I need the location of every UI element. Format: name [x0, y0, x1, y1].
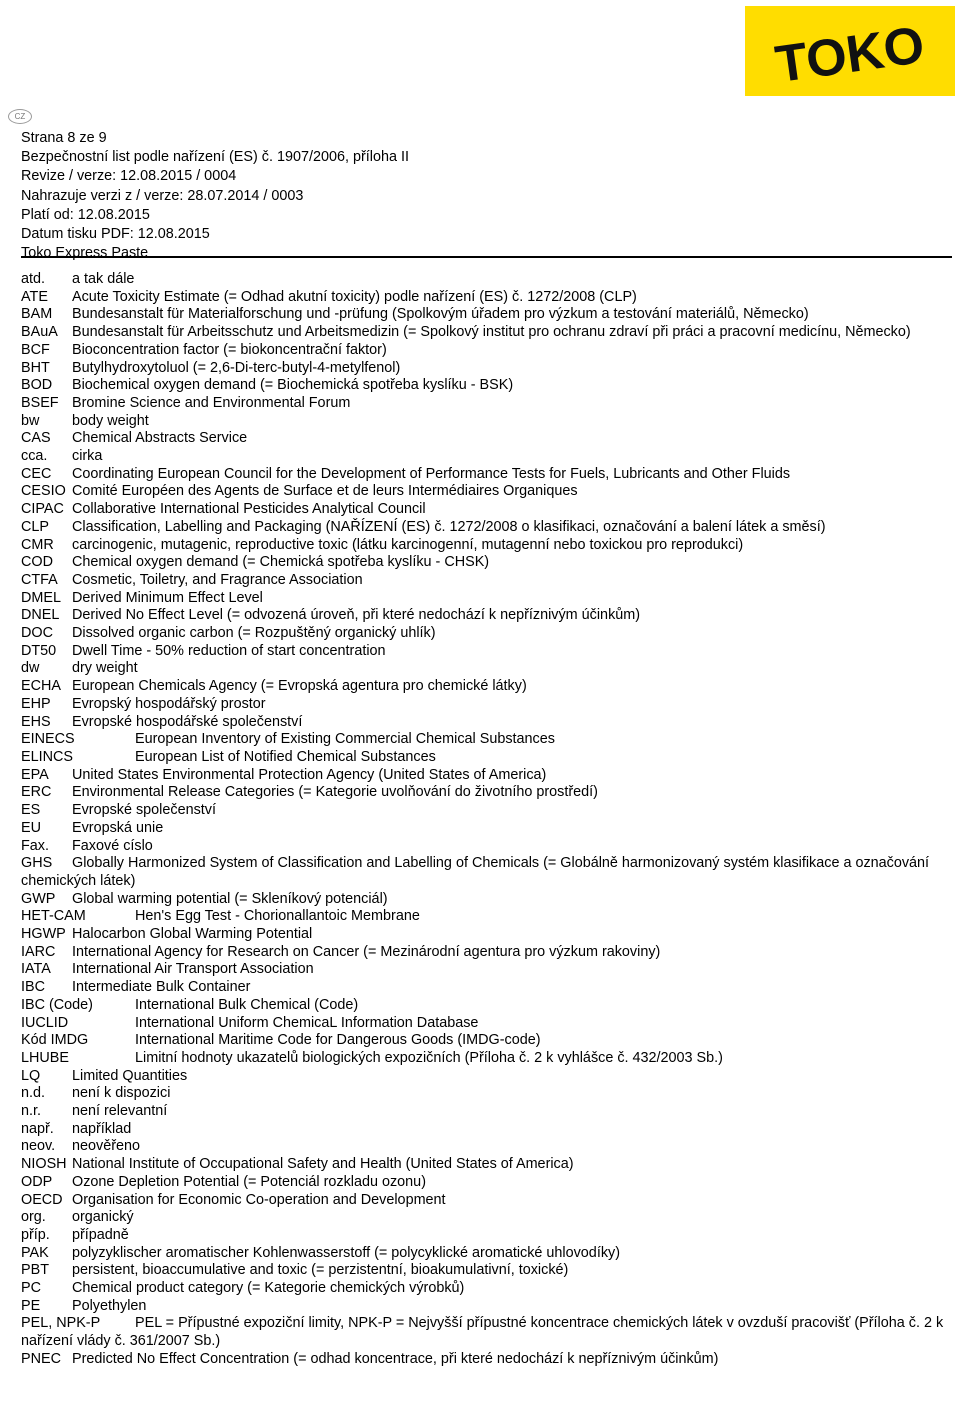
- page-number: Strana 8 ze 9: [21, 130, 107, 146]
- abbreviation-entry: [21, 1315, 953, 1350]
- abbreviation-definition: Globally Harmonized System of Classification and Labelling of Chemicals (= Globálně harmonizovaný systém klasifikace a označování chemických látek): [21, 855, 930, 889]
- abbreviation-term: BCF: [21, 341, 50, 358]
- toko-logo-mark: [745, 6, 955, 96]
- abbreviation-term: BAM: [21, 306, 53, 323]
- abbreviation-definition: Butylhydroxytoluol (= 2,6-Di-terc-butyl-4-metylfenol): [72, 359, 401, 376]
- abbreviation-definition: není k dispozici: [72, 1085, 171, 1102]
- language-badge: CZ: [8, 109, 32, 124]
- abbreviation-term: CMR: [21, 536, 54, 553]
- abbreviation-term: IATA: [21, 961, 51, 978]
- logo-text: TOKO: [771, 15, 928, 95]
- abbreviation-entry: [21, 944, 953, 962]
- abbreviation-entry: [21, 891, 953, 909]
- abbreviation-definition: Polyethylen: [72, 1297, 147, 1314]
- abbreviation-entry: [21, 1068, 953, 1086]
- abbreviation-term: PC: [21, 1280, 41, 1297]
- abbreviation-term: IBC: [21, 979, 45, 996]
- abbreviation-term: BSEF: [21, 394, 59, 411]
- abbreviation-term: DT50: [21, 642, 57, 659]
- abbreviation-entry: [21, 855, 953, 890]
- abbreviation-definition: neověřeno: [72, 1138, 141, 1155]
- abbreviation-term: ELINCS: [21, 748, 73, 765]
- abbreviation-entry: [21, 377, 953, 395]
- abbreviation-term: neov.: [21, 1138, 56, 1155]
- abbreviation-entry: [21, 979, 953, 997]
- abbreviation-entry: [21, 696, 953, 714]
- abbreviation-definition: Hen's Egg Test - Chorionallantoic Membrane: [135, 908, 420, 925]
- abbreviation-definition: Acute Toxicity Estimate (= Odhad akutní toxicity) podle nařízení (ES) č. 1272/2008 (CLP): [72, 288, 637, 305]
- abbreviation-definition: Halocarbon Global Warming Potential: [72, 926, 313, 943]
- abbreviation-definition: Ozone Depletion Potential (= Potenciál rozkladu ozonu): [72, 1173, 426, 1190]
- abbreviation-entry: [21, 625, 953, 643]
- abbreviation-entry: [21, 501, 953, 519]
- abbreviation-term: CTFA: [21, 571, 58, 588]
- abbreviation-entry: [21, 820, 953, 838]
- abbreviation-term: ECHA: [21, 678, 61, 695]
- abbreviation-definition: Bioconcentration factor (= biokoncentrační faktor): [72, 341, 387, 358]
- abbreviation-entry: [21, 360, 953, 378]
- abbreviation-definition: PEL = Přípustné expoziční limity, NPK-P = Nejvyšší přípustné koncentrace chemických látek v ovzduší pracovišť (Příloha č. 2 k nařízení vlády č. 361/2007 Sb.): [21, 1315, 944, 1350]
- abbreviation-definition: a tak dále: [72, 271, 135, 287]
- abbreviation-entry: [21, 413, 953, 431]
- abbreviation-entry: [21, 483, 953, 501]
- abbreviation-definition: European Inventory of Existing Commercial Chemical Substances: [135, 731, 555, 748]
- abbreviation-entry: [21, 714, 953, 732]
- abbreviation-entry: [21, 643, 953, 661]
- abbreviation-entry: [21, 607, 953, 625]
- abbreviation-term: GHS: [21, 855, 53, 872]
- abbreviation-entry: [21, 395, 953, 413]
- abbreviation-entry: [21, 1227, 953, 1245]
- abbreviation-entry: [21, 590, 953, 608]
- abbreviation-definition: Collaborative International Pesticides Analytical Council: [72, 501, 426, 518]
- abbreviation-term: příp.: [21, 1226, 50, 1243]
- abbreviation-definition: Biochemical oxygen demand (= Biochemická spotřeba kyslíku - BSK): [72, 377, 514, 394]
- abbreviation-definition: body weight: [72, 412, 149, 429]
- abbreviation-term: CLP: [21, 518, 49, 535]
- abbreviation-term: PE: [21, 1297, 41, 1314]
- valid-from-line: Platí od: 12.08.2015: [21, 206, 150, 223]
- abbreviation-definition: Organisation for Economic Co-operation and Development: [72, 1191, 446, 1208]
- abbreviation-term: Kód IMDG: [21, 1032, 89, 1049]
- abbreviation-definition: International Maritime Code for Dangerous Goods (IMDG-code): [135, 1032, 541, 1049]
- abbreviation-definition: Predicted No Effect Concentration (= odhad koncentrace, při které nedochází k nepříznivým účinkům): [72, 1350, 719, 1367]
- abbreviation-definition: Limitní hodnoty ukazatelů biologických expozičních (Příloha č. 2 k vyhlášce č. 432/2003 Sb.): [135, 1049, 723, 1066]
- abbreviation-entry: [21, 767, 953, 785]
- toko-logo: [745, 6, 955, 96]
- abbreviation-definition: European List of Notified Chemical Substances: [135, 748, 436, 765]
- abbreviation-entry: [21, 1032, 953, 1050]
- abbreviation-entry: [21, 926, 953, 944]
- abbreviation-term: EINECS: [21, 731, 75, 748]
- abbreviation-term: IARC: [21, 943, 56, 960]
- abbreviation-term: ES: [21, 802, 41, 819]
- abbreviation-entry: [21, 802, 953, 820]
- abbreviation-entry: [21, 448, 953, 466]
- abbreviation-entry: [21, 1015, 953, 1033]
- abbreviation-entry: [21, 678, 953, 696]
- abbreviation-term: CESIO: [21, 483, 66, 500]
- abbreviation-entry: [21, 1121, 953, 1139]
- abbreviation-definition: Cosmetic, Toiletry, and Fragrance Association: [72, 571, 363, 588]
- abbreviation-term: EU: [21, 819, 41, 836]
- abbreviation-entry: [21, 324, 953, 342]
- abbreviation-definition: Environmental Release Categories (= Kategorie uvolňování do životního prostředí): [72, 784, 598, 801]
- abbreviation-term: cca.: [21, 448, 48, 465]
- abbreviation-definition: Comité Européen des Agents de Surface et de leurs Intermédiaires Organiques: [72, 483, 578, 500]
- abbreviation-term: n.d.: [21, 1085, 46, 1102]
- abbreviation-term: CAS: [21, 430, 51, 447]
- abbreviation-term: BOD: [21, 377, 53, 394]
- abbreviation-list: [21, 271, 953, 1369]
- abbreviation-entry: [21, 1245, 953, 1263]
- abbreviation-definition: Faxové císlo: [72, 837, 153, 854]
- document-header: [21, 129, 409, 263]
- abbreviation-definition: International Air Transport Association: [72, 961, 314, 978]
- abbreviation-entry: [21, 1280, 953, 1298]
- abbreviation-entry: [21, 271, 953, 289]
- abbreviation-definition: Classification, Labelling and Packaging (NAŘÍZENÍ (ES) č. 1272/2008 o klasifikaci, označování a balení látek a směsí): [72, 518, 826, 535]
- abbreviation-term: atd.: [21, 271, 46, 287]
- abbreviation-term: ODP: [21, 1173, 53, 1190]
- replaces-line: Nahrazuje verzi z / verze: 28.07.2014 / 0003: [21, 187, 304, 204]
- abbreviation-definition: Dissolved organic carbon (= Rozpuštěný organický uhlík): [72, 625, 436, 642]
- product-name: Toko Express Paste: [21, 245, 149, 262]
- revision-line: Revize / verze: 12.08.2015 / 0004: [21, 168, 237, 185]
- abbreviation-definition: National Institute of Occupational Safety and Health (United States of America): [72, 1156, 574, 1173]
- abbreviation-term: HET-CAM: [21, 908, 86, 925]
- abbreviation-term: BAuA: [21, 324, 58, 341]
- abbreviation-definition: není relevantní: [72, 1103, 168, 1120]
- abbreviation-term: EHP: [21, 695, 51, 712]
- abbreviation-term: PNEC: [21, 1350, 61, 1367]
- abbreviation-definition: Bundesanstalt für Arbeitsschutz und Arbeitsmedizin (= Spolkový institut pro ochranu zdraví při práci a pracovní medicínu, Německo): [72, 324, 911, 341]
- abbreviation-term: COD: [21, 554, 53, 571]
- abbreviation-definition: Derived No Effect Level (= odvozená úroveň, při které nedochází k nepříznivým účinkům): [72, 607, 641, 624]
- abbreviation-definition: carcinogenic, mutagenic, reproductive toxic (látku karcinogenní, mutagenní nebo toxickou pro reprodukci): [72, 536, 744, 553]
- abbreviation-entry: [21, 1262, 953, 1280]
- print-date-line: Datum tisku PDF: 12.08.2015: [21, 225, 210, 242]
- abbreviation-entry: [21, 784, 953, 802]
- abbreviation-definition: cirka: [72, 448, 103, 465]
- abbreviation-definition: Bromine Science and Environmental Forum: [72, 394, 351, 411]
- abbreviation-definition: Evropské společenství: [72, 802, 216, 819]
- abbreviation-term: org.: [21, 1209, 46, 1226]
- abbreviation-definition: případně: [72, 1226, 129, 1243]
- abbreviation-term: EPA: [21, 766, 49, 783]
- abbreviation-term: dw: [21, 660, 40, 677]
- abbreviation-entry: [21, 1085, 953, 1103]
- abbreviation-term: PEL, NPK-P: [21, 1315, 101, 1332]
- abbreviation-definition: Evropské hospodářské společenství: [72, 713, 303, 730]
- regulation-line: Bezpečnostní list podle nařízení (ES) č. 1907/2006, příloha II: [21, 149, 409, 166]
- abbreviation-entry: [21, 1298, 953, 1316]
- abbreviation-entry: [21, 1050, 953, 1068]
- abbreviation-term: ERC: [21, 784, 52, 801]
- abbreviation-term: PAK: [21, 1244, 49, 1261]
- abbreviation-term: DOC: [21, 625, 53, 642]
- abbreviation-definition: Chemical Abstracts Service: [72, 430, 248, 447]
- abbreviation-entry: [21, 519, 953, 537]
- abbreviation-term: BHT: [21, 359, 50, 376]
- abbreviation-term: LHUBE: [21, 1049, 69, 1066]
- abbreviation-definition: European Chemicals Agency (= Evropská agentura pro chemické látky): [72, 678, 527, 695]
- abbreviation-definition: dry weight: [72, 660, 138, 677]
- abbreviation-term: OECD: [21, 1191, 63, 1208]
- abbreviation-definition: Chemical product category (= Kategorie chemických výrobků): [72, 1280, 465, 1297]
- abbreviation-definition: Evropský hospodářský prostor: [72, 695, 266, 712]
- abbreviation-term: n.r.: [21, 1103, 41, 1120]
- abbreviation-entry: [21, 430, 953, 448]
- abbreviation-entry: [21, 572, 953, 590]
- abbreviation-definition: Limited Quantities: [72, 1067, 188, 1084]
- abbreviation-entry: [21, 731, 953, 749]
- abbreviation-entry: [21, 306, 953, 324]
- abbreviation-definition: například: [72, 1120, 132, 1137]
- abbreviation-term: DMEL: [21, 589, 61, 606]
- abbreviation-definition: International Uniform ChemicaL Information Database: [135, 1014, 479, 1031]
- abbreviation-term: Fax.: [21, 837, 49, 854]
- abbreviation-definition: Dwell Time - 50% reduction of start concentration: [72, 642, 386, 659]
- abbreviation-definition: Global warming potential (= Skleníkový potenciál): [72, 890, 388, 907]
- abbreviation-entry: [21, 1351, 953, 1369]
- abbreviation-entry: [21, 342, 953, 360]
- abbreviation-term: např.: [21, 1120, 54, 1137]
- abbreviation-entry: [21, 1209, 953, 1227]
- header-divider: [21, 256, 952, 258]
- abbreviation-entry: [21, 1192, 953, 1210]
- abbreviation-definition: Coordinating European Council for the Development of Performance Tests for Fuels, Lubricants and Other Fluids: [72, 465, 791, 482]
- abbreviation-term: GWP: [21, 890, 56, 907]
- abbreviation-term: bw: [21, 412, 40, 429]
- abbreviation-term: IBC (Code): [21, 996, 93, 1013]
- abbreviation-entry: [21, 961, 953, 979]
- abbreviation-term: CEC: [21, 465, 52, 482]
- abbreviation-definition: Derived Minimum Effect Level: [72, 589, 263, 606]
- abbreviation-term: LQ: [21, 1067, 41, 1084]
- abbreviation-definition: Chemical oxygen demand (= Chemická spotřeba kyslíku - CHSK): [72, 554, 490, 571]
- abbreviation-definition: Intermediate Bulk Container: [72, 979, 251, 996]
- abbreviation-entry: [21, 466, 953, 484]
- abbreviation-term: NIOSH: [21, 1156, 67, 1173]
- abbreviation-term: ATE: [21, 288, 48, 305]
- abbreviation-term: DNEL: [21, 607, 60, 624]
- abbreviation-entry: [21, 838, 953, 856]
- abbreviation-term: CIPAC: [21, 501, 64, 518]
- abbreviation-term: IUCLID: [21, 1014, 69, 1031]
- abbreviation-term: EHS: [21, 713, 51, 730]
- abbreviation-term: HGWP: [21, 926, 66, 943]
- abbreviation-definition: Evropská unie: [72, 819, 164, 836]
- abbreviation-entry: [21, 908, 953, 926]
- abbreviation-entry: [21, 1174, 953, 1192]
- abbreviation-entry: [21, 1138, 953, 1156]
- abbreviation-entry: [21, 997, 953, 1015]
- abbreviation-definition: International Bulk Chemical (Code): [135, 996, 359, 1013]
- abbreviation-entry: [21, 289, 953, 307]
- abbreviation-definition: organický: [72, 1209, 134, 1226]
- abbreviation-entry: [21, 749, 953, 767]
- abbreviation-definition: Bundesanstalt für Materialforschung und -prüfung (Spolkovým úřadem pro výzkum a testování materiálů, Německo): [72, 306, 809, 323]
- abbreviation-entry: [21, 537, 953, 555]
- abbreviation-entry: [21, 1103, 953, 1121]
- abbreviation-definition: International Agency for Research on Cancer (= Mezinárodní agentura pro výzkum rakoviny): [72, 943, 661, 960]
- abbreviation-definition: polyzyklischer aromatischer Kohlenwasserstoff (= polycyklické aromatické uhlovodíky): [72, 1244, 620, 1261]
- abbreviation-definition: United States Environmental Protection Agency (United States of America): [72, 766, 547, 783]
- abbreviation-entry: [21, 1156, 953, 1174]
- abbreviation-entry: [21, 554, 953, 572]
- abbreviation-definition: persistent, bioaccumulative and toxic (= perzistentní, bioakumulativní, toxické): [72, 1262, 569, 1279]
- abbreviation-term: PBT: [21, 1262, 49, 1279]
- abbreviation-entry: [21, 660, 953, 678]
